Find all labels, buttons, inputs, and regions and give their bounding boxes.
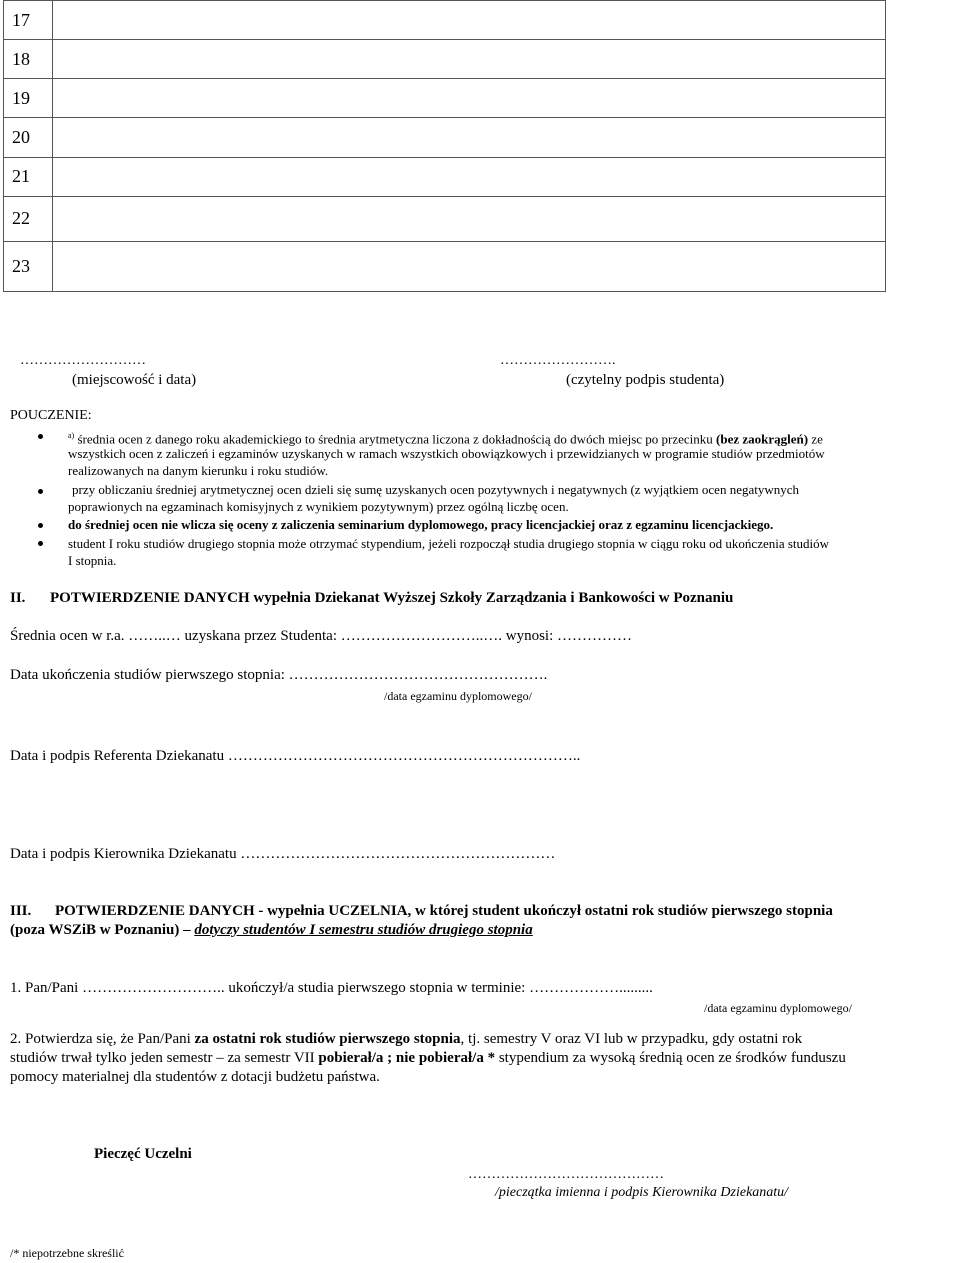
table-row-number: 22: [4, 196, 53, 241]
table-cell: [53, 241, 886, 291]
section-3-item-2-line-3: pomocy materialnej dla studentów z dotacji budżetu państwa.: [10, 1069, 380, 1085]
numbered-table: [3, 0, 886, 292]
bullet-icon: [38, 541, 43, 546]
section-3-item-2-line-2: [10, 1050, 846, 1067]
student-signature-dots: …………………….: [500, 353, 616, 368]
table-cell: [53, 79, 886, 118]
bullet-icon: [38, 489, 43, 494]
table-cell: [53, 1, 886, 40]
table-row-number: 19: [4, 79, 53, 118]
footnote-marker: a): [68, 431, 75, 440]
pouczenie-item-1-text: średnia ocen z danego roku akademickiego to średnia arytmetyczna liczona z dokładnością do dwóch miejsc po przecinku: [77, 431, 713, 447]
graduation-date-caption: /data egzaminu dyplomowego/: [384, 689, 532, 703]
item-2-text: 2. Potwierdza się, że Pan/Pani: [10, 1031, 191, 1047]
table-cell: [53, 157, 886, 196]
section-2-title: POTWIERDZENIE DANYCH wypełnia Dziekanat Wyższej Szkoły Zarządzania i Bankowości w Poznaniu: [50, 590, 734, 606]
section-3-title: POTWIERDZENIE DANYCH - wypełnia UCZELNIA, w której student ukończył ostatni rok studiów pierwszego stopnia: [55, 903, 833, 919]
table-row-number: 21: [4, 157, 53, 196]
section-3-subtitle-text: (poza WSZiB w Poznaniu) –: [10, 922, 191, 938]
university-stamp-label: Pieczęć Uczelni: [94, 1146, 192, 1162]
average-grade-line: Średnia ocen w r.a. ……..… uzyskana przez Studenta: ………………………..…. wynosi: ……………: [10, 628, 632, 644]
section-2-number: II.: [10, 590, 26, 606]
section-3-item-2: [10, 1031, 958, 1048]
table-row-number: 20: [4, 118, 53, 157]
table-cell: [53, 118, 886, 157]
section-3-number: III.: [10, 903, 32, 919]
item-2-text-end: , tj. semestry V oraz VI lub w przypadku, gdy ostatni rok: [460, 1031, 803, 1047]
referent-signature-line: Data i podpis Referenta Dziekanatu ……………………………………………………………..: [10, 748, 581, 764]
section-3-subtitle-underlined: dotyczy studentów I semestru studiów drugiego stopnia: [194, 922, 533, 938]
pouczenie-item-2: przy obliczaniu średniej arytmetycznej ocen dzieli się sumę uzyskanych ocen pozytywnych i negatywnych (z wyjątkiem ocen negatywnych: [72, 482, 800, 497]
item-2-line-2-text-end: stypendium za wysoką średnią ocen ze środków funduszu: [498, 1050, 846, 1066]
place-date-caption: (miejscowość i data): [72, 372, 197, 388]
footnote: /* niepotrzebne skreślić: [10, 1246, 124, 1260]
pouczenie-item-1-text-end: ze: [811, 431, 823, 447]
pouczenie-item-3: do średniej ocen nie wlicza się oceny z zaliczenia seminarium dyplomowego, pracy licencjackiej oraz z egzaminu licencjackiego.: [68, 517, 774, 532]
head-stamp-caption: /pieczątka imienna i podpis Kierownika Dziekanatu/: [495, 1185, 789, 1200]
section-3-item-1: 1. Pan/Pani ……………………….. ukończył/a studia pierwszego stopnia w terminie: ……………….........: [10, 980, 653, 996]
bullet-icon: [38, 523, 43, 528]
pouczenie-item-2-line-2: poprawionych na egzaminach komisyjnych z wynikiem pozytywnym) przez ogólną liczbę ocen.: [68, 499, 569, 514]
student-signature-caption: (czytelny podpis studenta): [566, 372, 725, 388]
table-row-number: 17: [4, 1, 53, 40]
table-row-number: 18: [4, 40, 53, 79]
pouczenie-item-4-line-2: I stopnia.: [68, 553, 117, 568]
pouczenie-item-1-line-3: realizowanych na danym kierunku i roku studiów.: [68, 463, 329, 478]
pouczenie-item-4: student I roku studiów drugiego stopnia może otrzymać stypendium, jeżeli rozpoczął studia drugiego stopnia w ciągu roku od ukończenia studiów: [68, 536, 830, 551]
item-2-bold: za ostatni rok studiów pierwszego stopnia: [194, 1031, 461, 1047]
pouczenie-item-1-line-2: wszystkich ocen z zaliczeń i egzaminów uzyskanych w ramach wszystkich obowiązkowych i przewidzianych w programie studiów przedmiotów: [68, 446, 825, 461]
pouczenie-item-1-bold: (bez zaokrągleń): [716, 431, 809, 447]
item-2-line-2-bold: pobierał/a ; nie pobierał/a *: [318, 1050, 496, 1066]
table-cell: [53, 40, 886, 79]
table-cell: [53, 196, 886, 241]
pouczenie-heading: POUCZENIE:: [10, 408, 92, 423]
graduation-date-line: Data ukończenia studiów pierwszego stopnia: …………………………………………….: [10, 667, 548, 683]
head-stamp-dots: ……………………………………: [468, 1167, 664, 1182]
table-row-number: 23: [4, 241, 53, 291]
head-signature-line: Data i podpis Kierownika Dziekanatu ………………………………………………………: [10, 846, 556, 862]
bullet-icon: [38, 434, 43, 439]
item-2-line-2-text: studiów trwał tylko jeden semestr – za semestr VII: [10, 1050, 315, 1066]
section-3-subtitle: [10, 922, 533, 939]
section-3-item-1-caption: /data egzaminu dyplomowego/: [704, 1001, 852, 1015]
place-date-dots: ………………………: [20, 353, 146, 368]
